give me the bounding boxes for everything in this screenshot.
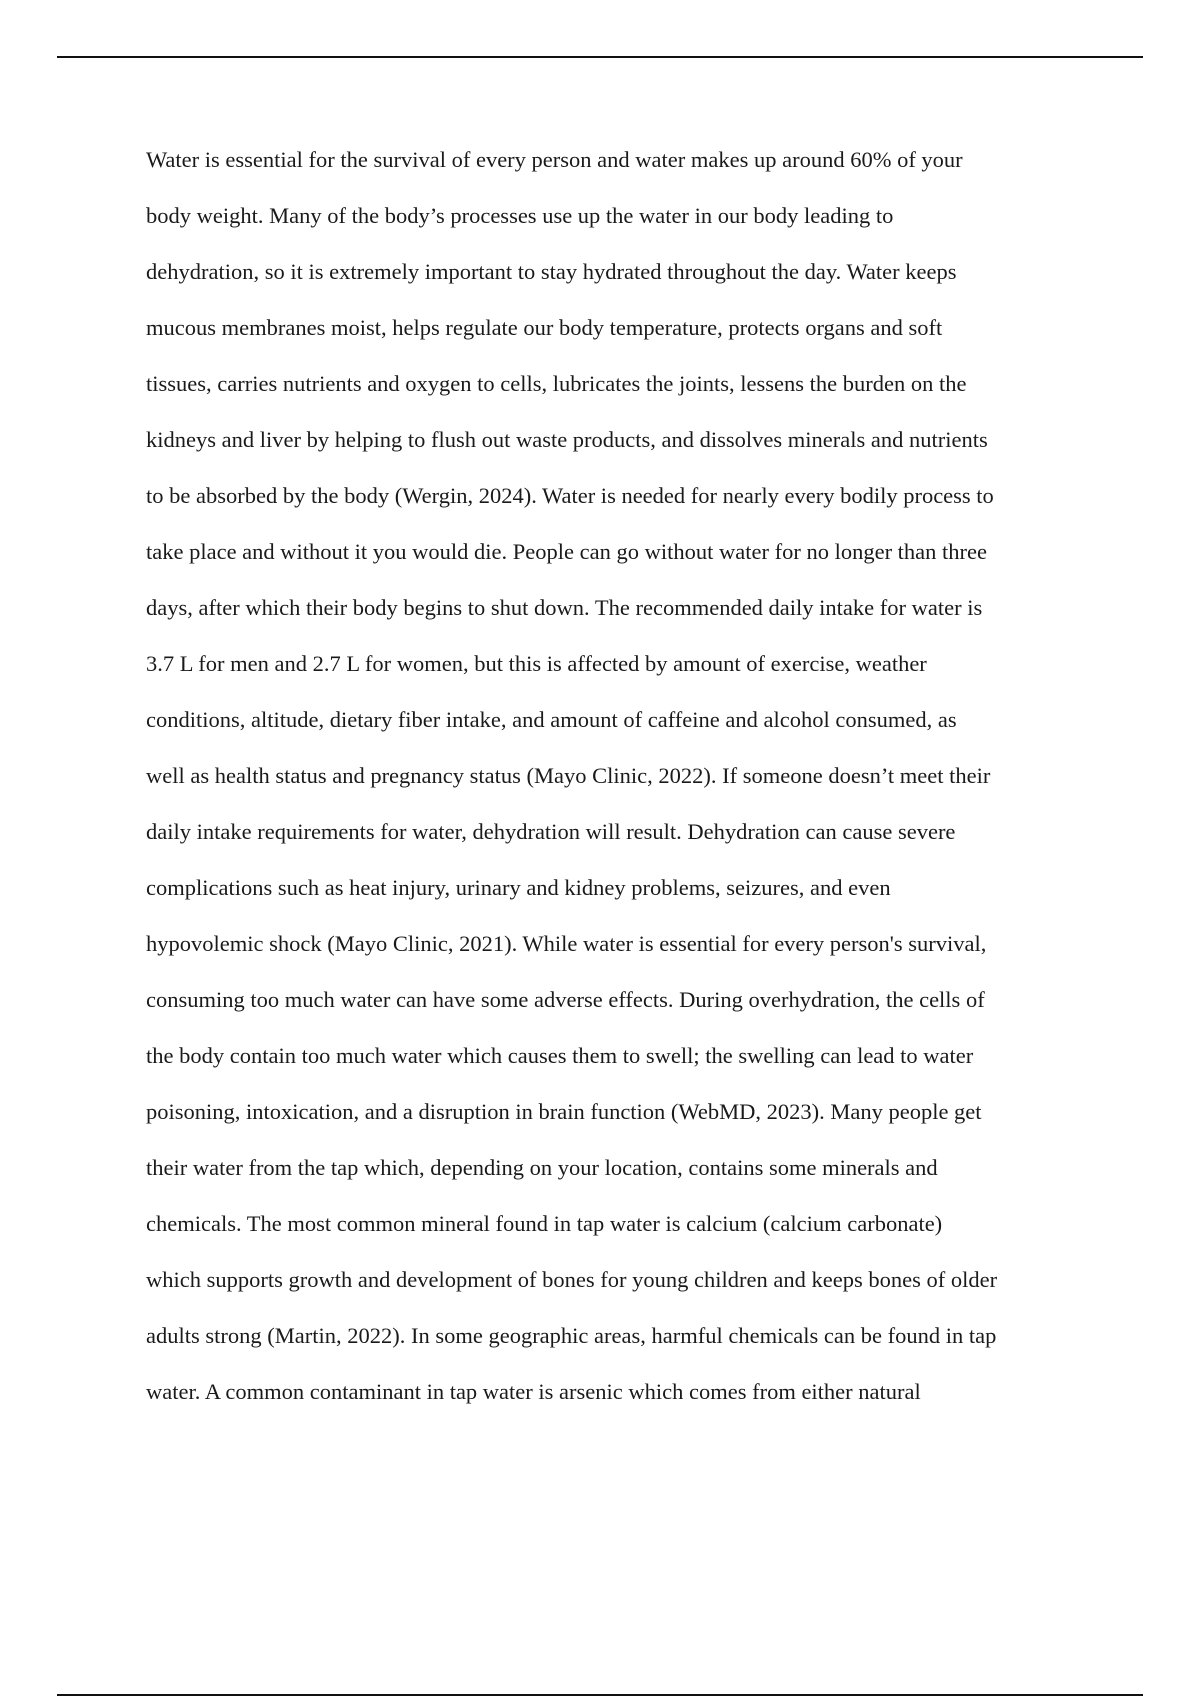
paragraph-line: daily intake requirements for water, dehydration will result. Dehydration can cause severe	[146, 819, 956, 844]
paragraph-line: 3.7 L for men and 2.7 L for women, but this is affected by amount of exercise, weather	[146, 651, 927, 676]
header-rule	[57, 56, 1143, 58]
paragraph-line: their water from the tap which, depending on your location, contains some minerals and	[146, 1155, 938, 1180]
paragraph-line: adults strong (Martin, 2022). In some geographic areas, harmful chemicals can be found in tap	[146, 1323, 997, 1348]
paragraph-line: chemicals. The most common mineral found in tap water is calcium (calcium carbonate)	[146, 1211, 943, 1236]
paragraph-line: days, after which their body begins to shut down. The recommended daily intake for water is	[146, 595, 983, 620]
paragraph-line: mucous membranes moist, helps regulate our body temperature, protects organs and soft	[146, 315, 943, 340]
paragraph-line: Water is essential for the survival of every person and water makes up around 60% of your	[146, 147, 963, 172]
paragraph-line: the body contain too much water which causes them to swell; the swelling can lead to water	[146, 1043, 974, 1068]
paragraph-line: which supports growth and development of bones for young children and keeps bones of older	[146, 1267, 998, 1292]
paragraph-line: kidneys and liver by helping to flush out waste products, and dissolves minerals and nutrients	[146, 427, 988, 452]
paragraph-line: water. A common contaminant in tap water is arsenic which comes from either natural	[146, 1379, 921, 1404]
paragraph-line: well as health status and pregnancy status (Mayo Clinic, 2022). If someone doesn’t meet their	[146, 763, 991, 788]
paragraph-line: take place and without it you would die. People can go without water for no longer than three	[146, 539, 988, 564]
paragraph-line: conditions, altitude, dietary fiber intake, and amount of caffeine and alcohol consumed, as	[146, 707, 957, 732]
body-paragraph	[146, 132, 1066, 1420]
paragraph-line: complications such as heat injury, urinary and kidney problems, seizures, and even	[146, 875, 891, 900]
paragraph-line: consuming too much water can have some adverse effects. During overhydration, the cells of	[146, 987, 985, 1012]
paragraph-line: tissues, carries nutrients and oxygen to cells, lubricates the joints, lessens the burden on the	[146, 371, 967, 396]
footer-rule	[57, 1694, 1143, 1696]
paragraph-line: to be absorbed by the body (Wergin, 2024). Water is needed for nearly every bodily process to	[146, 483, 994, 508]
paragraph-line: body weight. Many of the body’s processes use up the water in our body leading to	[146, 203, 894, 228]
paragraph-line: hypovolemic shock (Mayo Clinic, 2021). While water is essential for every person's survival,	[146, 931, 987, 956]
paragraph-line: dehydration, so it is extremely important to stay hydrated throughout the day. Water keeps	[146, 259, 957, 284]
paragraph-line: poisoning, intoxication, and a disruption in brain function (WebMD, 2023). Many people get	[146, 1099, 982, 1124]
